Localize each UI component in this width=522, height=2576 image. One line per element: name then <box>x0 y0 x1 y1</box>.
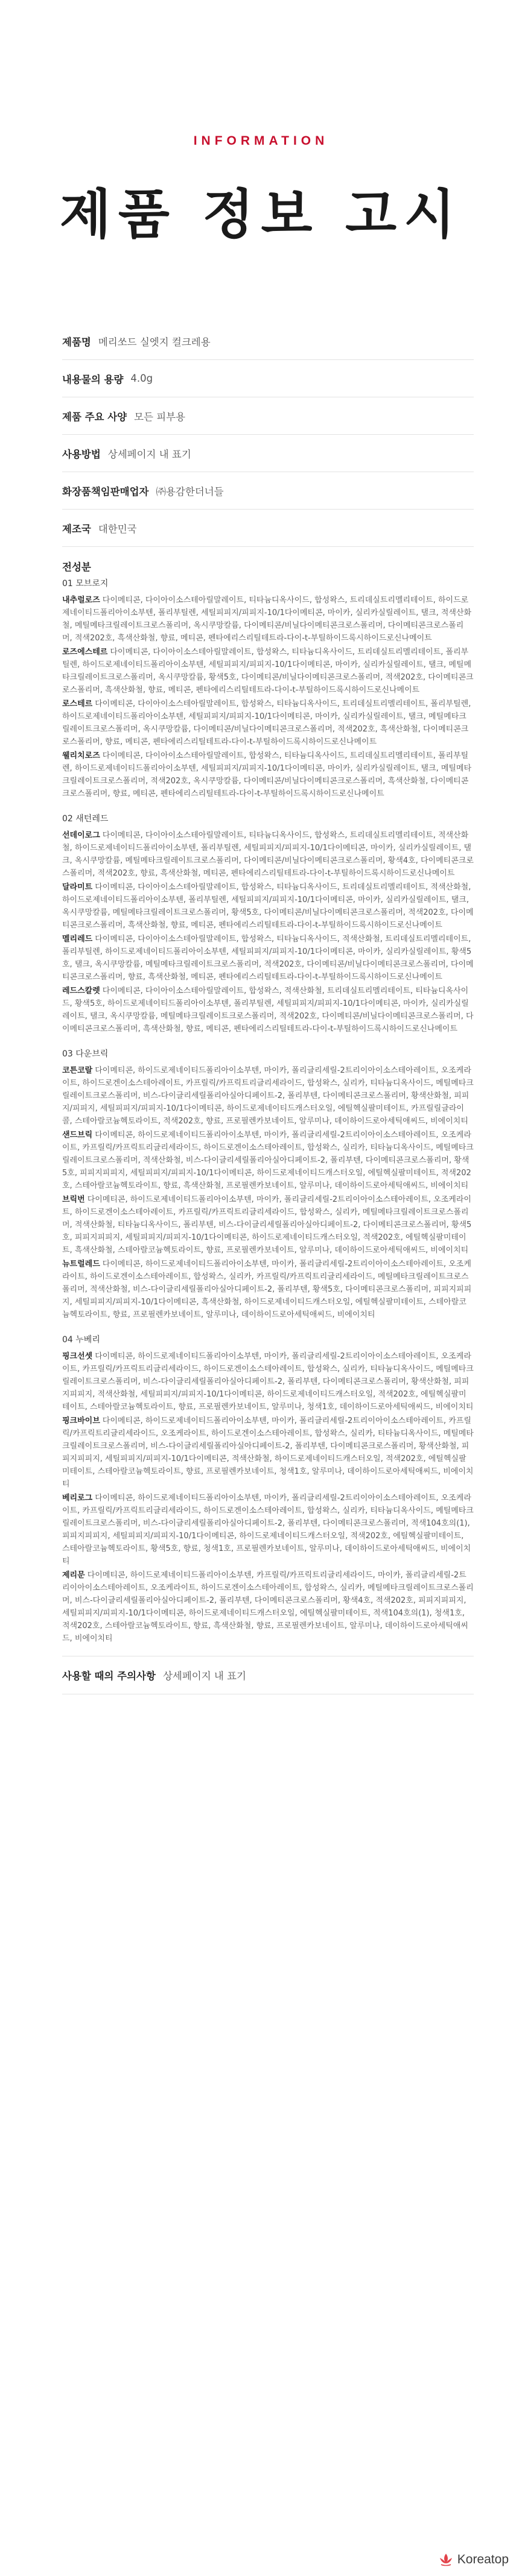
ingredient-list: 다이메티콘, 다이아이소스테아릴말레이트, 합성왁스, 티타늄디옥사이드, 트리데실트리멜리테이트, 폴리부틸렌, 하이드로제네이티드폴리아이소부텐, 세틸피피지/피피지-10/1다이메티콘, 마이카, 실리카실릴레이트, 탤크, 메틸메타크릴레이트크로스폴리머, 옥시쿠망칼륨, 황색5호, 다이메티콘/비닐다이메티콘크로스폴리머, 적색202호, 다이메티콘크로스폴리머, 흑색산화철, 향료, 메티콘, 펜타에리스리틸테트라-다이-t-부틸하이드록시하이드로신나메이트 <box>62 648 474 695</box>
shade-name: 레드스칼렛 <box>62 987 100 996</box>
shade-name: 로즈에스테르 <box>62 648 108 657</box>
brand-logo-text: Koreatop <box>457 2552 509 2566</box>
ingredient-item <box>62 594 474 645</box>
info-value: 대한민국 <box>98 523 137 535</box>
shade-name: 핑크바이브 <box>62 1416 100 1425</box>
ingredient-group <box>62 577 474 800</box>
ingredient-item <box>62 646 474 696</box>
ingredient-item <box>62 1193 474 1257</box>
info-row-seller <box>62 472 474 510</box>
ingredient-item <box>62 933 474 983</box>
ingredient-item <box>62 881 474 932</box>
ingredient-item <box>62 985 474 1035</box>
product-info-table <box>62 323 474 1694</box>
caution-label: 사용할 때의 주의사항 <box>62 1670 156 1682</box>
page-title: 제품 정보 고시 <box>59 183 463 245</box>
info-row-spec <box>62 397 474 435</box>
info-label: 내용물의 용량 <box>62 373 124 385</box>
shade-name: 내추럴로즈 <box>62 596 100 605</box>
info-label: 제품 주요 사양 <box>62 411 127 423</box>
info-value: 상세페이지 내 표기 <box>107 448 191 460</box>
info-label: 제품명 <box>62 336 91 348</box>
ingredient-list: 다이메티콘, 하이드로제네이티드폴리아이소부텐, 마이카, 폴리글리세릴-2트리이아이소스테아레이트, 오조케라이트, 하이드로겐이소스테아레이트, 합성왁스, 실리카, 카프릴릭/카프릭트리글리세라이드, 메틸메타크릴레이트크로스폴리머, 적색산화철, 비스-다이글리세릴폴리아실아디페이트-2, 폴리부텐, 황색5호, 다이메티콘크로스폴리머, 피피지피피지, 세틸피피지/피피지-10/1다이메티콘, 흑색산화철, 하이드로제네이티드캐스터오일, 에틸헥실팔미테이트, 스테아랄코늄헥토라이트, 향료, 프로필렌카보네이트, 알루미나, 데이하이드로아세틱애씨드, 비에이치티 <box>62 1260 472 1319</box>
info-value: 모든 피부용 <box>134 411 186 423</box>
ingredient-list: 다이메티콘, 하이드로제네이티드폴리아이소부텐, 마이카, 폴리글리세릴-2트리이아이소스테아레이트, 오조케라이트, 카프릴릭/카프릭트리글리세라이드, 하이드로겐이소스테아레이트, 합성왁스, 실리카, 티타늄디옥사이드, 메틸메타크릴레이트크로스폴리머, 비스-다이글리세릴폴리아실아디페이트-2, 폴리부텐, 다이메티콘크로스폴리머, 적색104호의(1), 피피지피피지, 세틸피피지/피피지-10/1다이메티콘, 하이드로제네이티드캐스터오일, 적색202호, 에틸헥실팔미테이트, 스테아랄코늄헥토라이트, 황색5호, 향료, 청색1호, 프로필렌카보네이트, 알루미나, 데이하이드로아세틱애씨드, 비에이치티 <box>62 1494 474 1566</box>
info-label: 화장품책임판매업자 <box>62 485 149 497</box>
shade-name: 뉴트럴레드 <box>62 1260 100 1269</box>
ingredient-item <box>62 1064 474 1128</box>
shade-name: 웰리치로즈 <box>62 751 100 760</box>
ingredient-group <box>62 812 474 1035</box>
ingredient-group-title: 03 다운브릭 <box>62 1049 109 1059</box>
ingredient-list: 다이메티콘, 하이드로제네이티드폴리아이소부텐, 마이카, 폴리글리세릴-2트리이아이소스테아레이트, 카프릴릭/카프릭트리글리세라이드, 오조케라이트, 하이드로겐이소스테아레이트, 합성왁스, 실리카, 티타늄디옥사이드, 메틸메타크릴레이트크로스폴리머, 비스-다이글리세릴폴리아실아디페이트-2, 폴리부텐, 다이메티콘크로스폴리머, 황색산화철, 피피지피피지, 세틸피피지/피피지-10/1다이메티콘, 적색산화철, 하이드로제네이티드캐스터오일, 적색202호, 에틸헥실팔미테이트, 스테아랄코늄헥토라이트, 향료, 프로필렌카보네이트, 청색1호, 알루미나, 데이하이드로아세틱애씨드, 비에이치티 <box>62 1416 474 1489</box>
shade-name: 브릭번 <box>62 1195 85 1204</box>
brand-watermark <box>438 2552 509 2568</box>
ingredient-item <box>62 1492 474 1568</box>
ingredient-group-title: 02 새턴레드 <box>62 814 109 824</box>
shade-name: 제리문 <box>62 1571 85 1580</box>
ingredient-list: 다이메티콘, 다이아이소스테아릴말레이트, 합성왁스, 적색산화철, 트리데실트리멜리테이트, 티타늄디옥사이드, 황색5호, 하이드로제네이티드폴리아이소부텐, 폴리부틸렌, 세틸피피지/피피지-10/1다이메티콘, 마이카, 실리카실릴레이트, 탤크, 옥시쿠망칼륨, 메틸메타크릴레이트크로스폴리머, 적색202호, 다이메티콘/비닐다이메티콘크로스폴리머, 다이메티콘크로스폴리머, 흑색산화철, 향료, 메티콘, 펜타에리스리틸테트라-다이-t-부틸하이드록시하이드로신나메이트 <box>62 987 474 1034</box>
info-value: 4.0g <box>130 373 153 384</box>
ingredient-list: 다이메티콘, 하이드로제네이티드폴리아이소부텐, 마이카, 폴리글리세릴-2트리이아이소스테아레이트, 오조케라이트, 카프릴릭/카프릭트리글리세라이드, 하이드로겐이소스테아레이트, 합성왁스, 실리카, 티타늄디옥사이드, 메틸메타크릴레이트크로스폴리머, 비스-다이글리세릴폴리아실아디페이트-2, 폴리부텐, 다이메티콘크로스폴리머, 황색산화철, 피피지피피지, 적색산화철, 세틸피피지/피피지-10/1다이메티콘, 하이드로제네이티드캐스터오일, 적색202호, 에틸헥실팔미테이트, 스테아랄코늄헥토라이트, 향료, 프로필렌카보네이트, 알루미나, 청색1호, 데이하이드로아세틱애씨드, 비에이치티 <box>62 1352 474 1412</box>
ingredient-list: 다이메티콘, 다이아이소스테아릴말레이트, 합성왁스, 티타늄디옥사이드, 트리데실트리멜리테이트, 폴리부틸렌, 하이드로제네이티드폴리아이소부텐, 세틸피피지/피피지-10/1다이메티콘, 마이카, 실리카실릴레이트, 탤크, 메틸메타크릴레이트크로스폴리머, 옥시쿠망칼륨, 다이메티콘/비닐다이메티콘크로스폴리머, 적색202호, 흑색산화철, 다이메티콘크로스폴리머, 향료, 메티콘, 펜타에리스리틸테트라-다이-t-부틸하이드록시하이드로신나메이트 <box>62 699 471 747</box>
ingredient-list: 다이메티콘, 하이드로제네이티드폴리아이소부텐, 마이카, 폴리글리세릴-2트리이아이소스테아레이트, 오조케라이트, 하이드로겐이소스테아레이트, 카프릴릭/카프릭트리글리세라이드, 합성왁스, 실리카, 티타늄디옥사이드, 메틸메타크릴레이트크로스폴리머, 비스-다이글리세릴폴리아실아디페이트-2, 폴리부텐, 다이메티콘크로스폴리머, 황색산화철, 피피지/피피지, 세틸피피지/피피지-10/1다이메티콘, 하이드로제네이티드캐스터오일, 에틸헥실팔미테이트, 카프릴릴글라이콜, 스테아랄코늄헥토라이트, 적색202호, 향료, 프로필렌카보네이트, 알루미나, 데이하이드로아세틱애씨드, 비에이치티 <box>62 1066 474 1126</box>
shade-name: 달라미트 <box>62 883 93 892</box>
shade-name: 코튼코랄 <box>62 1066 93 1075</box>
ingredient-item <box>62 1258 474 1321</box>
ingredient-group-title: 01 모브로지 <box>62 579 109 589</box>
ingredient-item <box>62 829 474 880</box>
info-value: 메리쏘드 실엣지 컬크레용 <box>98 336 211 348</box>
shade-name: 샌드브릭 <box>62 1131 93 1140</box>
info-row-product-name <box>62 323 474 360</box>
lotus-icon <box>438 2552 454 2568</box>
caution-value: 상세페이지 내 표기 <box>162 1670 246 1682</box>
info-row-usage <box>62 435 474 472</box>
ingredient-item <box>62 1415 474 1491</box>
ingredient-list: 다이메티콘, 하이드로제네이티드폴리아이소부텐, 마이카, 폴리글리세릴-2트리이아이소스테아레이트, 오조케라이트, 카프릴릭/카프릭트리글리세라이드, 하이드로겐이소스테아레이트, 합성왁스, 실리카, 티타늄디옥사이드, 메틸메타크릴레이트크로스폴리머, 적색산화철, 비스-다이글리세릴폴리아실아디페이트-2, 폴리부텐, 다이메티콘크로스폴리머, 황색5호, 피피지피피지, 세틸피피지/피피지-10/1다이메티콘, 하이드로제네이티드캐스터오일, 에틸헥실팔미테이트, 적색202호, 스테아랄코늄헥토라이트, 향료, 흑색산화철, 프로필렌카보네이트, 알루미나, 데이하이드로아세틱애씨드, 비에이치티 <box>62 1131 474 1190</box>
ingredient-item <box>62 1350 474 1413</box>
ingredient-item <box>62 698 474 748</box>
shade-name: 로스테르 <box>62 699 93 709</box>
info-label: 제조국 <box>62 523 91 535</box>
ingredient-list: 다이메티콘, 다이아이소스테아릴말레이트, 합성왁스, 티타늄디옥사이드, 트리데실트리멜리테이트, 적색산화철, 하이드로제네이티드폴리아이소부텐, 폴리부틸렌, 세틸피피지/피피지-10/1다이메티콘, 마이카, 실리카실릴레이트, 탤크, 옥시쿠망칼륨, 메틸메타크릴레이트크로스폴리머, 황색5호, 다이메티콘/비닐다이메티콘크로스폴리머, 적색202호, 다이메티콘크로스폴리머, 흑색산화철, 향료, 메티콘, 펜타에리스리틸테트라-다이-t-부틸하이드록시하이드로신나메이트 <box>62 883 474 930</box>
ingredient-item <box>62 1569 474 1645</box>
info-label: 사용방법 <box>62 448 101 460</box>
ingredient-list: 다이메티콘, 다이아이소스테아릴말레이트, 합성왁스, 티타늄디옥사이드, 트리데실트리멜리테이트, 폴리부틸렌, 하이드로제네이티드폴리아이소부텐, 세틸피피지/피피지-10/1다이메티콘, 마이카, 실리카실릴레이트, 탤크, 메틸메타크릴레이트크로스폴리머, 적색202호, 옥시쿠망칼륨, 다이메티콘/비닐다이메티콘크로스폴리머, 흑색산화철, 다이메티콘크로스폴리머, 향료, 메티콘, 펜타에리스리틸테트라-다이-t-부틸하이드록시하이드로신나메이트 <box>62 751 472 798</box>
ingredient-group <box>62 1333 474 1645</box>
ingredient-list: 다이메티콘, 하이드로제네이티드폴리아이소부텐, 카프릴릭/카프릭트리글리세라이드, 마이카, 폴리글리세릴-2트리이아이소스테아레이트, 오조케라이트, 하이드로겐이소스테아레이트, 합성왁스, 실리카, 메틸메타크릴레이트크로스폴리머, 비스-다이글리세릴폴리아실아디페이트-2, 폴리부텐, 다이메티콘크로스폴리머, 황색4호, 적색202호, 피피지피피지, 세틸피피지/피피지-10/1다이메티콘, 하이드로제네이티드캐스터오일, 에틸헥실팔미테이트, 적색104호의(1), 청색1호, 적색202호, 스테아랄코늄헥토라이트, 향료, 흑색산화철, 향료, 프로필렌카보네이트, 알루미나, 데이하이드로아세틱애씨드, 비에이치티 <box>62 1571 474 1643</box>
ingredient-list: 다이메티콘, 다이아이소스테아릴말레이트, 티타늄디옥사이드, 합성왁스, 트리데실트리멜리테이트, 하이드로제네이티드폴리아이소부텐, 폴리부틸렌, 세틸피피지/피피지-10/1다이메티콘, 마이카, 실리카실릴레이트, 탤크, 적색산화철, 메틸메타크릴레이트크로스폴리머, 옥시쿠망칼륨, 다이메티콘/비닐다이메티콘크로스폴리머, 다이메티콘크로스폴리머, 적색202호, 흑색산화철, 향료, 메티콘, 펜타에리스리틸테트라-다이-t-부틸하이드록시하이드로신나메이트 <box>62 596 472 643</box>
shade-name: 핑크선셋 <box>62 1352 93 1361</box>
shade-name: 멜리레드 <box>62 935 93 944</box>
section-eyebrow: INFORMATION <box>193 134 329 148</box>
ingredient-group-title: 04 누베리 <box>62 1335 100 1345</box>
ingredient-list: 다이메티콘, 다이아이소스테아릴말레이트, 합성왁스, 티타늄디옥사이드, 적색산화철, 트리데실트리멜리테이트, 폴리부틸렌, 하이드로제네이티드폴리아이소부텐, 세틸피피지/피피지-10/1다이메티콘, 마이카, 실리카실릴레이트, 황색5호, 탤크, 옥시쿠망칼륨, 메틸메타크릴레이트크로스폴리머, 적색202호, 다이메티콘/비닐다이메티콘크로스폴리머, 다이메티콘크로스폴리머, 향료, 흑색산화철, 메티콘, 펜타에리스리틸테트라-다이-t-부틸하이드록시하이드로신나메이트 <box>62 935 474 982</box>
ingredients-title: 전성분 <box>62 561 91 573</box>
shade-name: 선데이로그 <box>62 831 100 840</box>
ingredient-list: 다이메티콘, 다이아이소스테아릴말레이트, 티타늄디옥사이드, 합성왁스, 트리데실트리멜리테이트, 적색산화철, 하이드로제네이티드폴리아이소부텐, 폴리부틸렌, 세틸피피지/피피지-10/1다이메티콘, 마이카, 실리카실릴레이트, 탤크, 옥시쿠망칼륨, 메틸메타크릴레이트크로스폴리머, 다이메티콘/비닐다이메티콘크로스폴리머, 황색4호, 다이메티콘크로스폴리머, 적색202호, 향료, 흑색산화철, 메티콘, 펜타에리스리틸테트라-다이-t-부틸하이드록시하이드로신나메이트 <box>62 831 474 878</box>
caution-row <box>62 1656 474 1694</box>
info-row-volume <box>62 360 474 397</box>
ingredient-item <box>62 750 474 800</box>
ingredient-list: 다이메티콘, 하이드로제네이티드폴리아이소부텐, 마이카, 폴리글리세릴-2트리이아이소스테아레이트, 오조케라이트, 하이드로겐이소스테아레이트, 카프릴릭/카프릭트리글리세라이드, 합성왁스, 실리카, 메틸메타크릴레이트크로스폴리머, 적색산화철, 티타늄디옥사이드, 폴리부텐, 비스-다이글리세릴폴리아실아디페이트-2, 다이메티콘크로스폴리머, 황색5호, 피피지피피지, 세틸피피지/피피지-10/1다이메티콘, 하이드로제네이티드캐스터오일, 적색202호, 에틸헥실팔미테이트, 흑색산화철, 스테아랄코늄헥토라이트, 향료, 프로필렌카보네이트, 알루미나, 데이하이드로아세틱애씨드, 비에이치티 <box>62 1195 472 1255</box>
info-value: ㈜용감한더너들 <box>156 485 224 497</box>
ingredient-item <box>62 1129 474 1192</box>
info-row-country <box>62 510 474 547</box>
shade-name: 베리로그 <box>62 1494 93 1503</box>
page-header <box>0 0 522 248</box>
ingredient-group <box>62 1047 474 1321</box>
